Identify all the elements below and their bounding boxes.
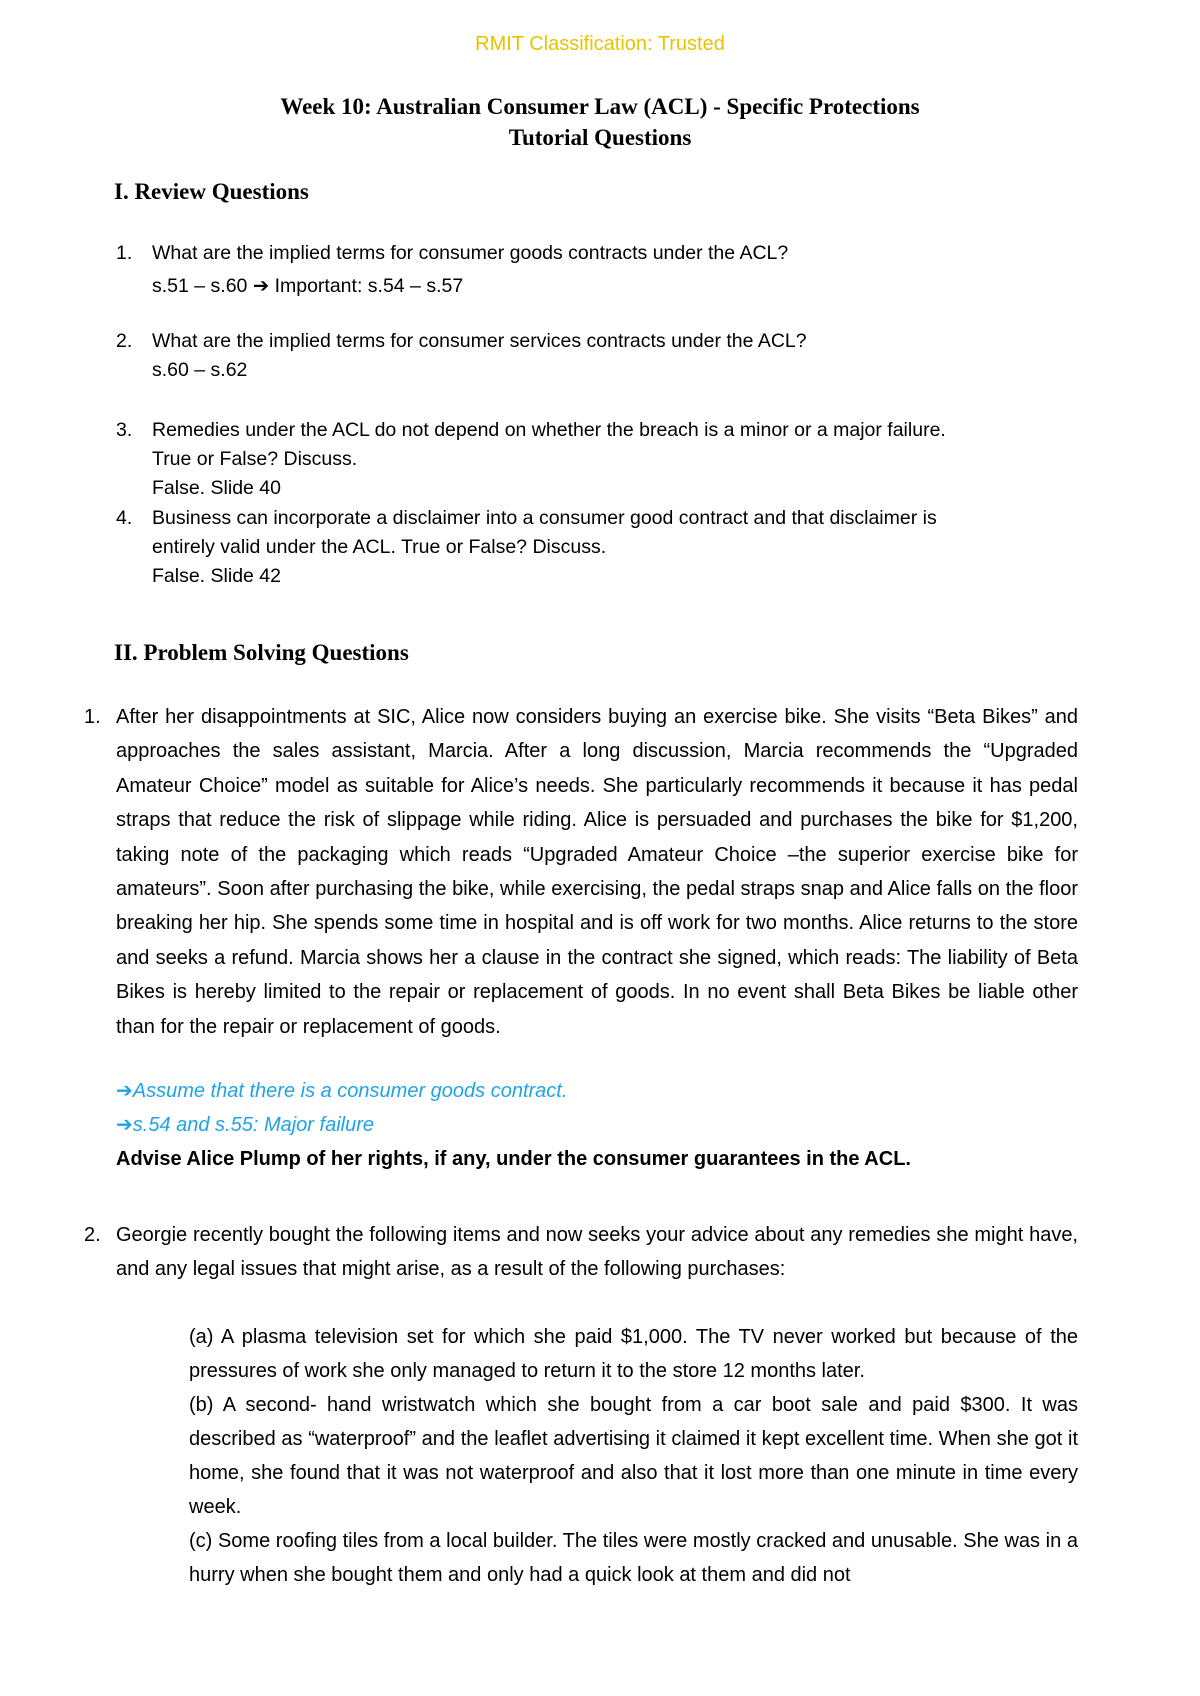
review-item-answer: False. Slide 42 — [152, 565, 281, 587]
review-item-number: 3. — [116, 419, 133, 441]
review-questions-heading: I. Review Questions — [114, 179, 309, 204]
problem-2-part-a: (a) A plasma television set for which she paid $1,000. The TV never worked but because of the pressures of work she only managed to return it to the store 12 months later. — [189, 1326, 1078, 1382]
review-item-text: Business can incorporate a disclaimer into a consumer good contract and that disclaimer is — [152, 507, 937, 529]
problem-1-note: ➔s.54 and s.55: Major failure — [116, 1114, 374, 1136]
review-item-text: entirely valid under the ACL. True or False? Discuss. — [152, 536, 607, 558]
review-item-answer: False. Slide 40 — [152, 477, 281, 499]
review-item-number: 2. — [116, 330, 133, 352]
document-title — [0, 91, 1200, 153]
review-item-text: True or False? Discuss. — [152, 448, 358, 470]
problem-2-part-b: (b) A second- hand wristwatch which she bought from a car boot sale and paid $300. It was described as “waterproof” and the leaflet advertising it claimed it kept excellent time. When she got it home, she found that it was not waterproof and also that it lost more than one minute in time every week. — [189, 1394, 1078, 1518]
review-item-text: Remedies under the ACL do not depend on whether the breach is a minor or a major failure. — [152, 419, 946, 441]
title-line-2: Tutorial Questions — [508, 125, 692, 150]
problem-2-part-c: (c) Some roofing tiles from a local builder. The tiles were mostly cracked and unusable. She was in a hurry when she bought them and only had a quick look at them and did not — [189, 1530, 1078, 1586]
problem-number: 2. — [84, 1224, 101, 1246]
review-item-number: 4. — [116, 507, 133, 529]
problem-1-text: After her disappointments at SIC, Alice now considers buying an exercise bike. She visits “Beta Bikes” and approaches the sales assistant, Marcia. After a long discussion, Marcia recommends the “Upgraded Amateur Choice” model as suitable for Alice’s needs. She particularly recommends it because it has pedal straps that reduce the risk of slippage while riding. Alice is persuaded and purchases the bike for $1,200, taking note of the packaging which reads “Upgraded Amateur Choice –the superior exercise bike for amateurs”. Soon after purchasing the bike, while exercising, the pedal straps snap and Alice falls on the floor breaking her hip. She spends some time in hospital and is off work for two months. Alice returns to the store and seeks a refund. Marcia shows her a clause in the contract she signed, which reads: The liability of Beta Bikes is hereby limited to the repair or replacement of goods. In no event shall Beta Bikes be liable other than for the repair or replacement of goods. — [116, 706, 1078, 1038]
review-item-number: 1. — [116, 242, 133, 264]
title-line-1: Week 10: Australian Consumer Law (ACL) - Specific Protections — [280, 94, 920, 119]
problem-2-text: Georgie recently bought the following items and now seeks your advice about any remedies she might have, and any legal issues that might arise, as a result of the following purchases: — [116, 1224, 1078, 1280]
review-item-answer: s.60 – s.62 — [152, 359, 248, 381]
problem-number: 1. — [84, 706, 101, 728]
problem-solving-heading: II. Problem Solving Questions — [114, 640, 409, 665]
review-item-text: What are the implied terms for consumer services contracts under the ACL? — [152, 330, 807, 352]
review-item-answer: s.51 – s.60 ➔ Important: s.54 – s.57 — [152, 275, 464, 297]
problem-1-note: ➔Assume that there is a consumer goods contract. — [116, 1080, 568, 1102]
review-item-text: What are the implied terms for consumer goods contracts under the ACL? — [152, 242, 789, 264]
classification-label: RMIT Classification: Trusted — [475, 33, 725, 55]
problem-1-task: Advise Alice Plump of her rights, if any, under the consumer guarantees in the ACL. — [116, 1148, 911, 1170]
